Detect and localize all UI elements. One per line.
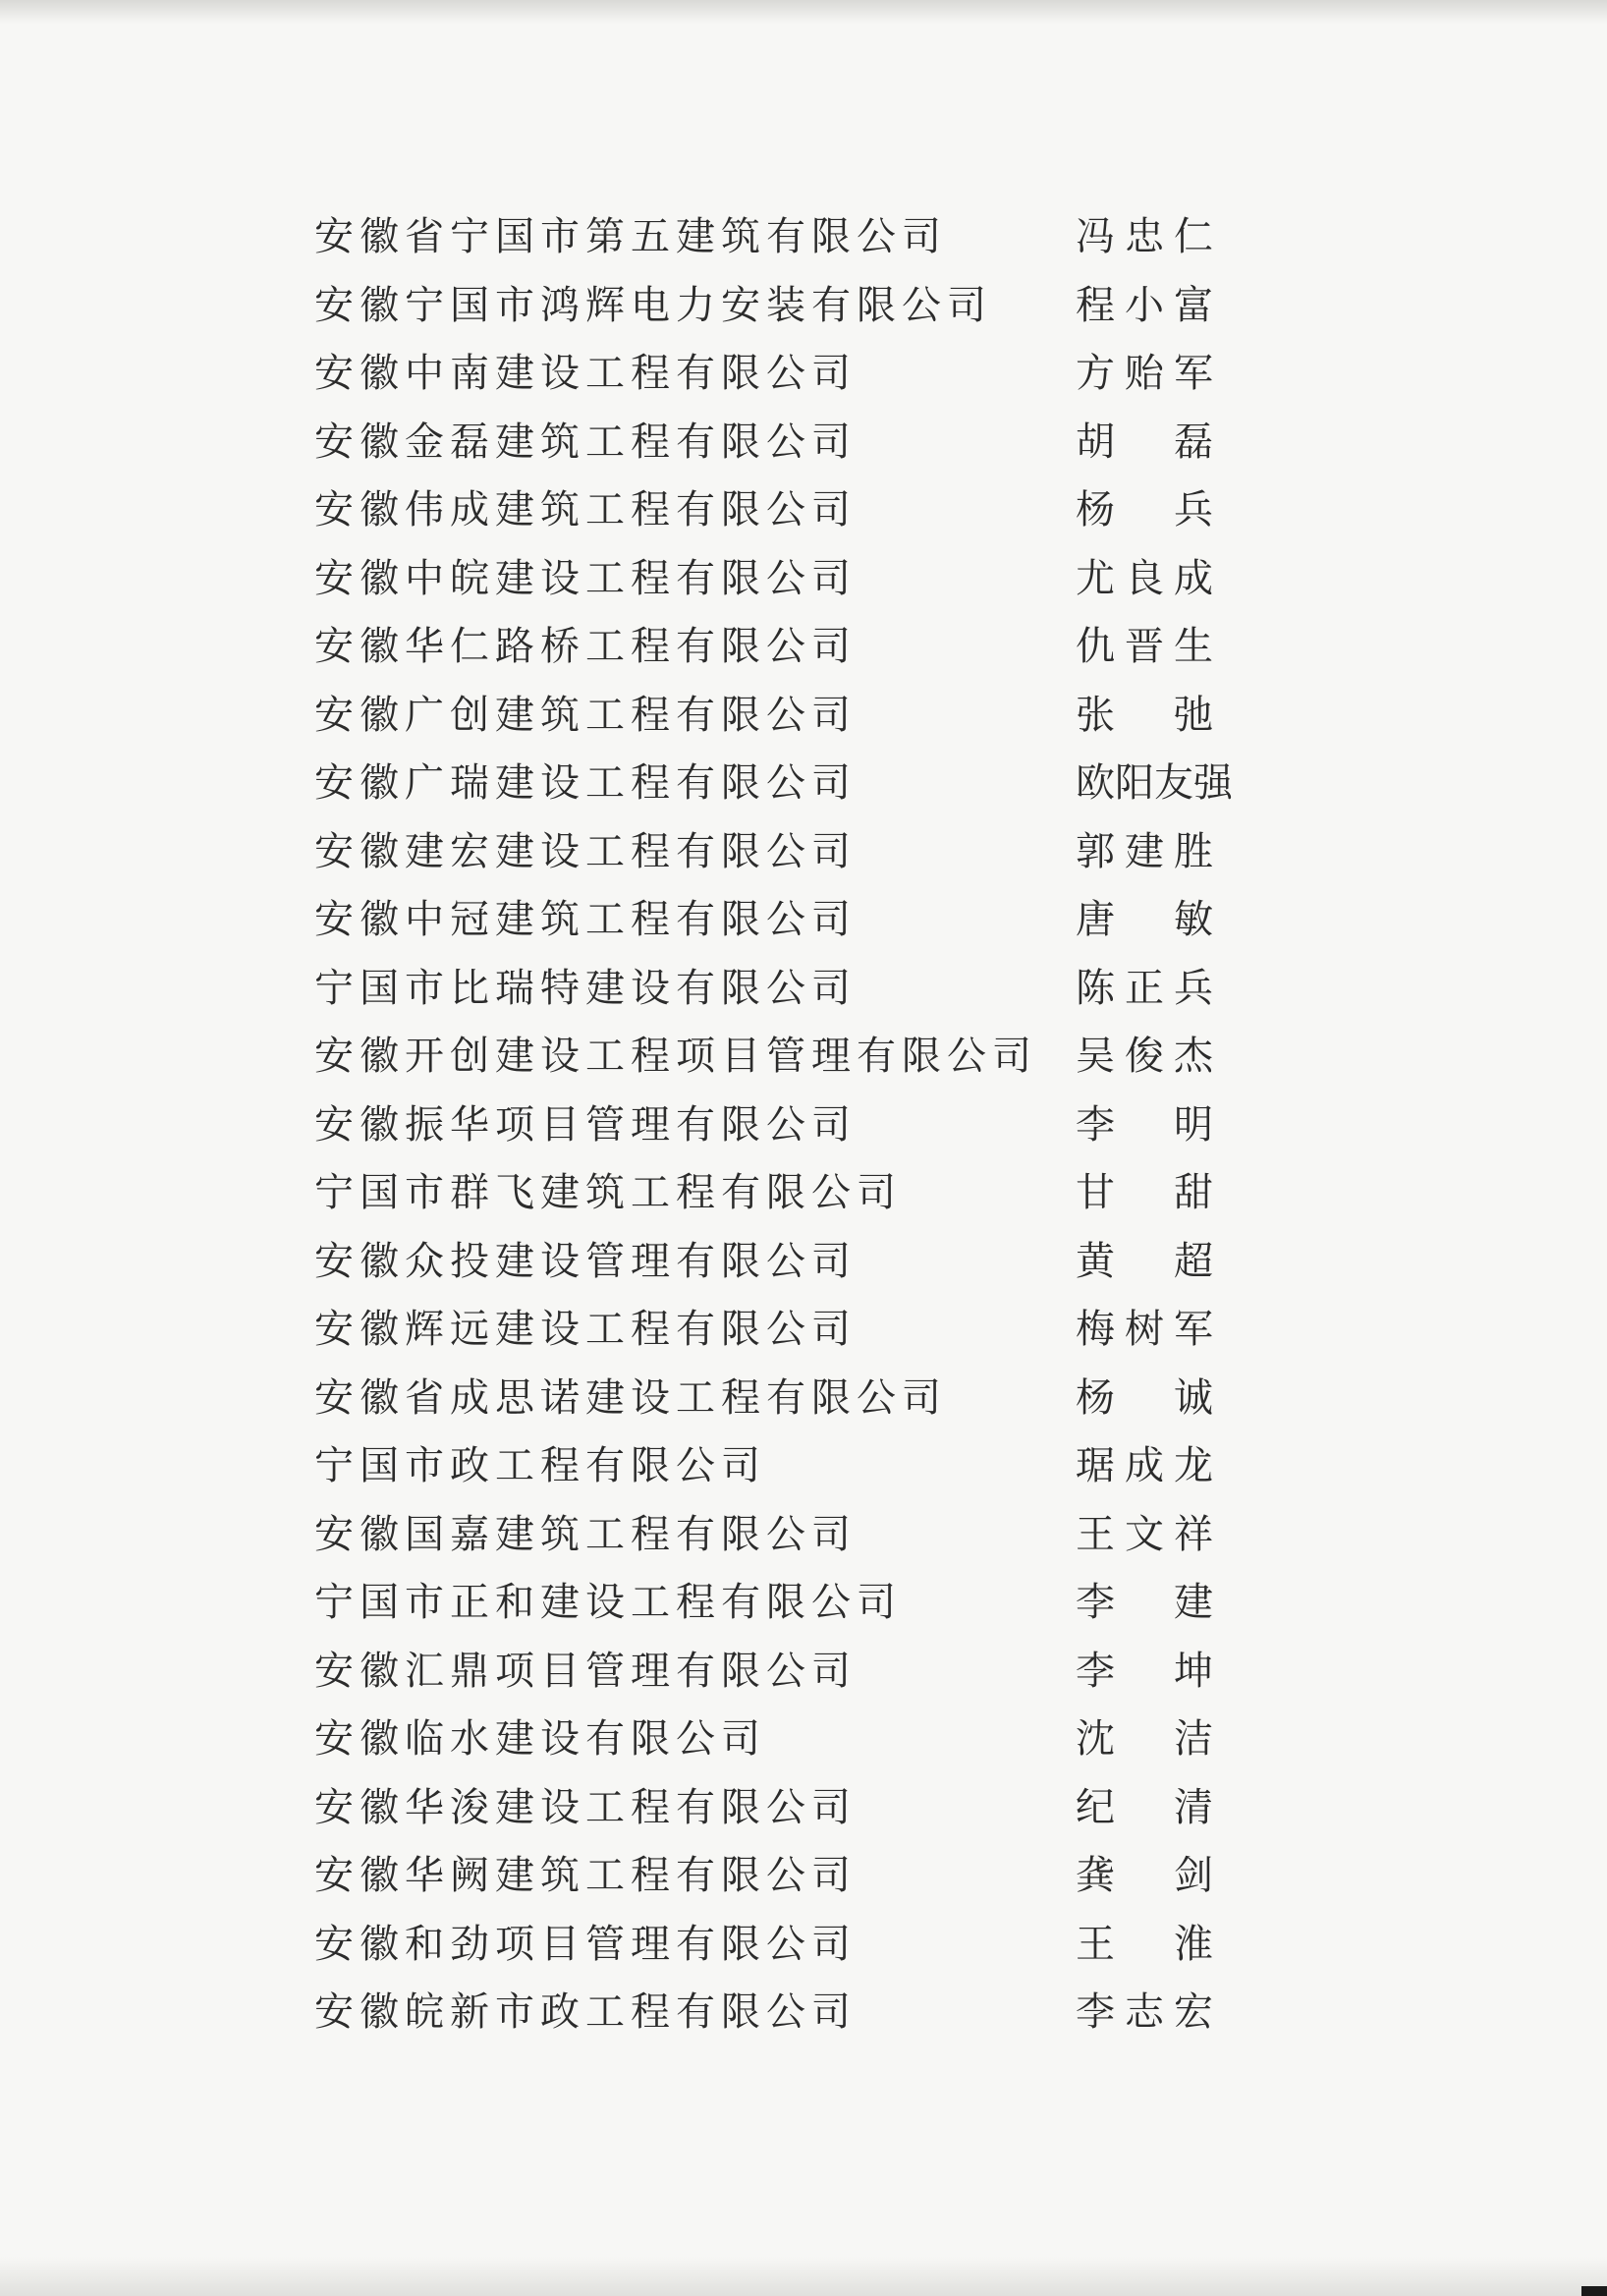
list-item xyxy=(314,1435,1257,1504)
person-name: 仇晋生 xyxy=(1076,624,1213,669)
company-name: 安徽临水建设有限公司 xyxy=(314,1716,766,1762)
list-item xyxy=(314,1845,1257,1914)
company-name: 安徽伟成建筑工程有限公司 xyxy=(314,487,857,532)
list-item xyxy=(314,548,1257,617)
person-name: 甘 甜 xyxy=(1076,1170,1213,1215)
person-name: 李 坤 xyxy=(1076,1648,1213,1694)
list-item xyxy=(314,1368,1257,1436)
person-name: 王文祥 xyxy=(1076,1511,1213,1557)
person-name: 杨 兵 xyxy=(1076,487,1213,532)
company-name: 安徽开创建设工程项目管理有限公司 xyxy=(314,1034,1037,1079)
person-name: 王 淮 xyxy=(1076,1921,1213,1967)
person-name: 杨 诚 xyxy=(1076,1374,1213,1421)
person-name: 欧阳友强 xyxy=(1076,760,1233,806)
person-name: 梅树军 xyxy=(1076,1307,1213,1352)
person-name: 程小富 xyxy=(1076,282,1213,328)
list-item xyxy=(314,1914,1257,1983)
person-name: 唐 敏 xyxy=(1076,897,1213,942)
company-name: 安徽众投建设管理有限公司 xyxy=(314,1238,857,1284)
list-item xyxy=(314,616,1257,685)
person-name: 龚 剑 xyxy=(1076,1853,1213,1898)
scan-shadow-top xyxy=(0,0,1607,24)
company-name: 安徽广瑞建设工程有限公司 xyxy=(314,760,857,806)
person-name: 方贻军 xyxy=(1076,351,1213,396)
list-item xyxy=(314,1504,1257,1573)
list-item xyxy=(314,821,1257,890)
list-item xyxy=(314,275,1257,344)
company-name: 安徽振华项目管理有限公司 xyxy=(314,1101,857,1148)
person-name: 郭建胜 xyxy=(1076,828,1213,874)
company-name: 安徽皖新市政工程有限公司 xyxy=(314,1989,857,2035)
person-name: 张 弛 xyxy=(1076,692,1213,738)
person-name: 李 明 xyxy=(1076,1101,1213,1148)
list-item xyxy=(314,206,1257,275)
person-name: 琚成龙 xyxy=(1076,1443,1213,1488)
list-item xyxy=(314,1094,1257,1163)
company-name: 安徽汇鼎项目管理有限公司 xyxy=(314,1648,857,1694)
company-name: 安徽华仁路桥工程有限公司 xyxy=(314,624,857,669)
company-name: 安徽金磊建筑工程有限公司 xyxy=(314,419,857,465)
list-item xyxy=(314,1299,1257,1368)
list-item xyxy=(314,1162,1257,1231)
person-name: 李志宏 xyxy=(1076,1989,1213,2035)
scan-shadow-bottom xyxy=(0,2257,1607,2296)
company-name: 安徽中冠建筑工程有限公司 xyxy=(314,897,857,942)
person-name: 陈正兵 xyxy=(1076,965,1213,1011)
person-name: 冯忠仁 xyxy=(1076,214,1213,259)
company-name: 安徽华阙建筑工程有限公司 xyxy=(314,1853,857,1898)
person-name: 纪 清 xyxy=(1076,1784,1213,1830)
list-item xyxy=(314,889,1257,958)
company-name: 安徽省成思诺建设工程有限公司 xyxy=(314,1374,947,1421)
company-person-list xyxy=(314,206,1257,2050)
list-item xyxy=(314,1708,1257,1777)
list-item xyxy=(314,1777,1257,1846)
list-item xyxy=(314,479,1257,548)
company-name: 安徽和劲项目管理有限公司 xyxy=(314,1921,857,1967)
company-name: 安徽中皖建设工程有限公司 xyxy=(314,555,857,601)
company-name: 宁国市正和建设工程有限公司 xyxy=(314,1580,902,1625)
list-item xyxy=(314,753,1257,821)
company-name: 宁国市比瑞特建设有限公司 xyxy=(314,965,857,1011)
list-item xyxy=(314,412,1257,480)
scan-corner-mark xyxy=(1581,2286,1607,2296)
list-item xyxy=(314,1572,1257,1641)
person-name: 李 建 xyxy=(1076,1580,1213,1625)
company-name: 安徽广创建筑工程有限公司 xyxy=(314,692,857,738)
list-item xyxy=(314,958,1257,1027)
list-item xyxy=(314,1641,1257,1709)
company-name: 宁国市政工程有限公司 xyxy=(314,1443,766,1488)
company-name: 安徽中南建设工程有限公司 xyxy=(314,351,857,396)
person-name: 黄 超 xyxy=(1076,1238,1213,1284)
person-name: 吴俊杰 xyxy=(1076,1034,1213,1079)
company-name: 安徽建宏建设工程有限公司 xyxy=(314,828,857,874)
company-name: 安徽省宁国市第五建筑有限公司 xyxy=(314,214,947,259)
person-name: 胡 磊 xyxy=(1076,419,1213,465)
person-name: 尤良成 xyxy=(1076,555,1213,601)
list-item xyxy=(314,685,1257,754)
company-name: 安徽华浚建设工程有限公司 xyxy=(314,1784,857,1830)
list-item xyxy=(314,1982,1257,2050)
person-name: 沈 洁 xyxy=(1076,1716,1213,1762)
list-item xyxy=(314,343,1257,412)
company-name: 宁国市群飞建筑工程有限公司 xyxy=(314,1170,902,1215)
company-name: 安徽国嘉建筑工程有限公司 xyxy=(314,1511,857,1557)
company-name: 安徽辉远建设工程有限公司 xyxy=(314,1307,857,1352)
list-item xyxy=(314,1026,1257,1094)
company-name: 安徽宁国市鸿辉电力安装有限公司 xyxy=(314,282,992,328)
list-item xyxy=(314,1231,1257,1300)
